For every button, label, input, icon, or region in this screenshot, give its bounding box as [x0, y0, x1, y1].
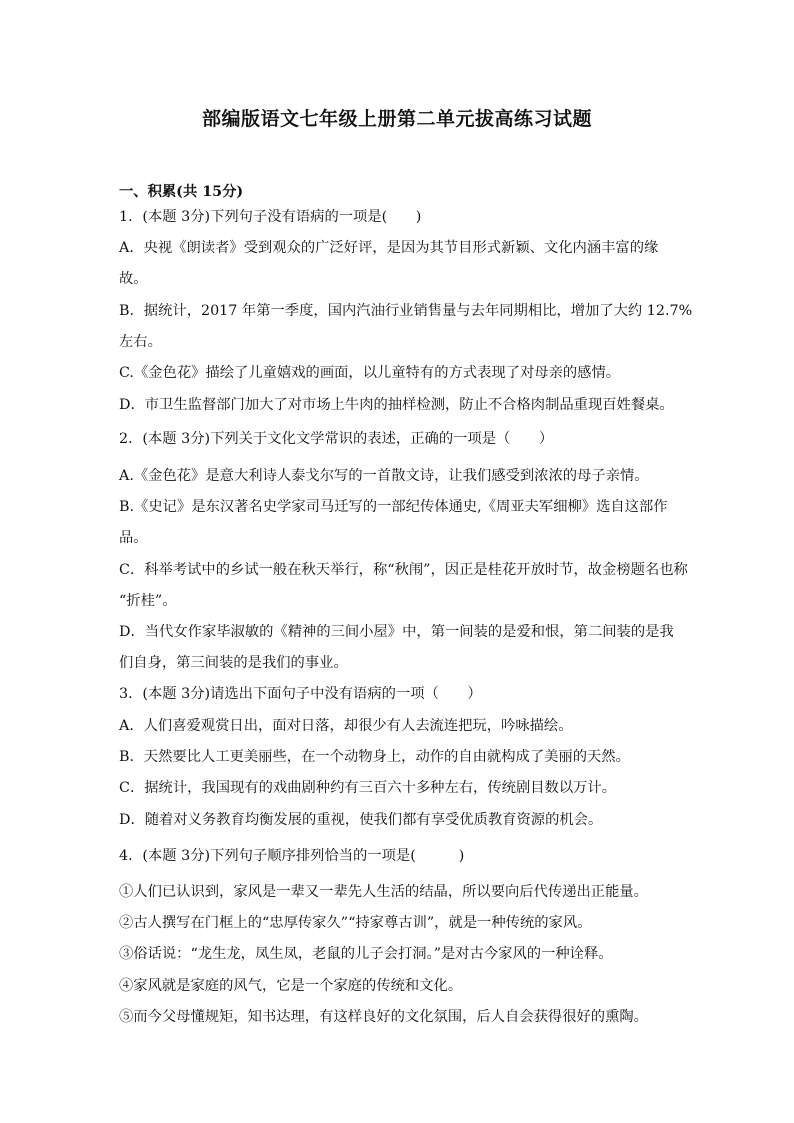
- question-1-option-a: A．央视《朗读者》受到观众的广泛好评，是因为其节目形式新颖、文化内涵丰富的缘: [119, 240, 659, 256]
- question-2-option-b-cont: 品。: [119, 530, 148, 546]
- question-2-option-b: B.《史记》是东汉著名史学家司马迁写的一部纪传体通史,《周亚夫军细柳》选自这部作: [119, 499, 668, 515]
- question-4-item-5: ⑤而今父母懂规矩，知书达理，有这样良好的文化氛围，后人自会获得很好的熏陶。: [119, 1009, 648, 1025]
- question-4-item-3: ③俗话说：“龙生龙，凤生凤，老鼠的儿子会打洞。”是对古今家风的一种诠释。: [119, 946, 613, 962]
- question-2-option-d-cont: 们自身，第三间装的是我们的事业。: [119, 655, 348, 671]
- question-3-option-c: C．据统计，我国现有的戏曲剧种约有三百六十多种左右，传统剧目数以万计。: [119, 780, 617, 796]
- question-2-option-d: D．当代女作家毕淑敏的《精神的三间小屋》中，第一间装的是爱和恨，第二间装的是我: [119, 624, 674, 640]
- section-heading: 一、积累(共 15分): [119, 184, 244, 200]
- page-title: 部编版语文七年级上册第二单元拔高练习试题: [201, 108, 592, 130]
- question-4-item-1: ①人们已认识到，家风是一辈又一辈先人生活的结晶，所以要向后代传递出正能量。: [119, 884, 648, 900]
- question-1-option-b-cont: 左右。: [119, 334, 162, 350]
- question-4-stem: 4．(本题 3分)下列句子顺序排列恰当的一项是( ): [119, 848, 465, 864]
- question-2-option-c-cont: “折桂”。: [119, 593, 177, 609]
- question-1-option-a-cont: 故。: [119, 271, 148, 287]
- question-3-option-a: A．人们喜爱观赏日出，面对日落，却很少有人去流连把玩，吟咏描绘。: [119, 718, 573, 734]
- question-3-option-b: B．天然要比人工更美丽些，在一个动物身上，动作的自由就构成了美丽的天然。: [119, 749, 630, 765]
- question-4-item-4: ④家风就是家庭的风气，它是一个家庭的传统和文化。: [119, 978, 463, 994]
- question-1-option-b: B．据统计，2017 年第一季度，国内汽油行业销售量与去年同期相比，增加了大约 12.7%: [119, 303, 693, 319]
- question-2-stem: 2．(本题 3分)下列关于文化文学常识的表述，正确的一项是（ ）: [119, 431, 554, 447]
- question-1-option-c: C.《金色花》描绘了儿童嬉戏的画面，以儿童特有的方式表现了对母亲的感情。: [119, 365, 621, 381]
- question-3-option-d: D．随着对义务教育均衡发展的重视，使我们都有享受优质教育资源的机会。: [119, 812, 603, 828]
- question-4-item-2: ②古人撰写在门框上的“忠厚传家久”“持家尊古训”，就是一种传统的家风。: [119, 915, 592, 931]
- question-2-option-c: C．科举考试中的乡试一般在秋天举行，称“秋闱”，因正是桂花开放时节，故金榜题名也称: [119, 562, 688, 578]
- question-1-stem: 1．(本题 3分)下列句子没有语病的一项是( ): [119, 209, 422, 225]
- question-3-stem: 3．(本题 3分)请选出下面句子中没有语病的一项（ ）: [119, 686, 482, 702]
- question-2-option-a: A.《金色花》是意大利诗人泰戈尔写的一首散文诗，让我们感受到浓浓的母子亲情。: [119, 468, 649, 484]
- question-1-option-d: D．市卫生监督部门加大了对市场上牛肉的抽样检测，防止不合格肉制品重现百姓餐桌。: [119, 397, 674, 413]
